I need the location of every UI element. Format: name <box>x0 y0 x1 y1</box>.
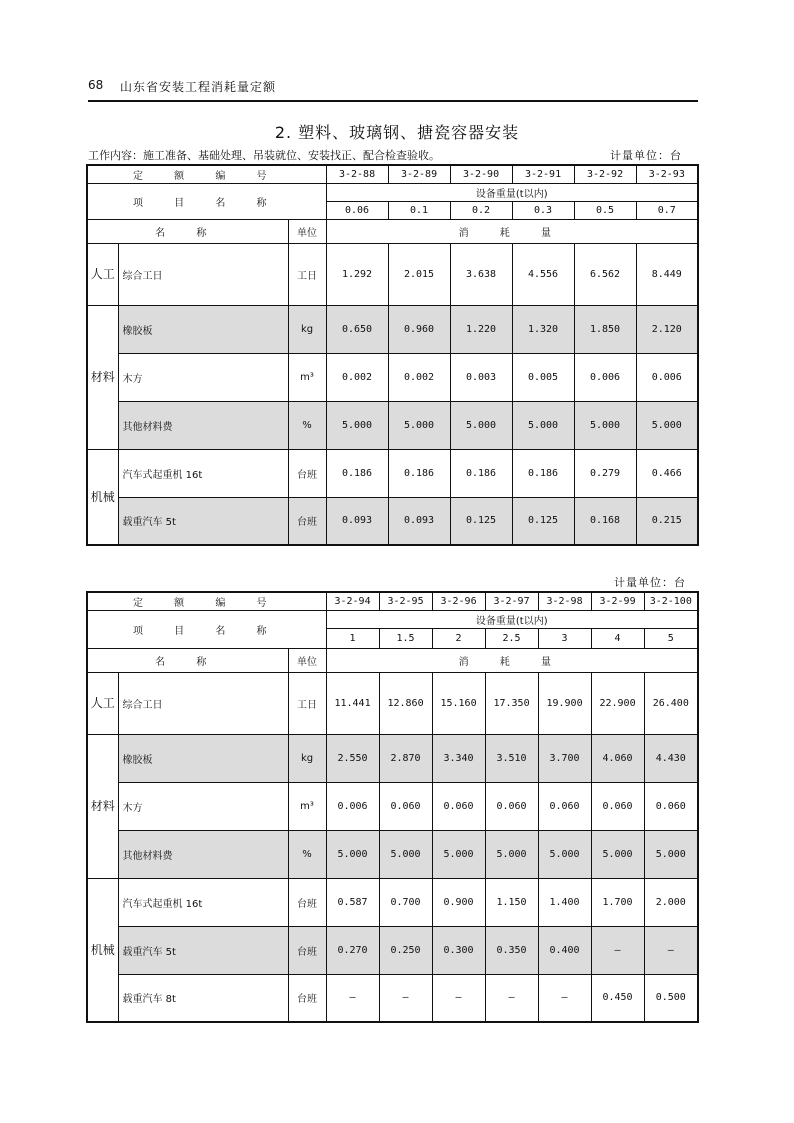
row-unit: kg <box>288 734 326 782</box>
weight-value: 0.3 <box>512 201 574 219</box>
cell-value: 26.400 <box>644 672 698 734</box>
quota-code: 3-2-94 <box>326 592 379 610</box>
row-unit: 工日 <box>288 672 326 734</box>
cell-value: — <box>538 974 591 1022</box>
row-unit: 台班 <box>288 926 326 974</box>
quota-code: 3-2-95 <box>379 592 432 610</box>
row-unit: 台班 <box>288 878 326 926</box>
unit-col-label: 单位 <box>288 219 326 243</box>
cell-value: 0.060 <box>485 782 538 830</box>
quota-code: 3-2-92 <box>574 165 636 183</box>
weight-value: 0.1 <box>388 201 450 219</box>
cell-value: 0.186 <box>512 449 574 497</box>
weight-value: 5 <box>644 628 698 648</box>
cell-value: 0.350 <box>485 926 538 974</box>
cell-value: 1.850 <box>574 305 636 353</box>
cell-value: 22.900 <box>591 672 644 734</box>
weight-value: 2 <box>432 628 485 648</box>
cell-value: 0.186 <box>388 449 450 497</box>
table-row <box>87 878 698 926</box>
quota-code: 3-2-90 <box>450 165 512 183</box>
cell-value: 6.562 <box>574 243 636 305</box>
section-title: 2. 塑料、玻璃钢、搪瓷容器安装 <box>274 123 520 142</box>
cell-value: 11.441 <box>326 672 379 734</box>
row-unit: 台班 <box>288 449 326 497</box>
cell-value: 0.186 <box>326 449 388 497</box>
row-unit: kg <box>288 305 326 353</box>
cell-value: 2.120 <box>636 305 698 353</box>
row-name: 综合工日 <box>118 672 288 734</box>
cell-value: 0.650 <box>326 305 388 353</box>
cell-value: 0.060 <box>432 782 485 830</box>
cell-value: 0.125 <box>512 497 574 545</box>
cell-value: 0.270 <box>326 926 379 974</box>
cell-value: 3.638 <box>450 243 512 305</box>
row-unit: 工日 <box>288 243 326 305</box>
cell-value: 17.350 <box>485 672 538 734</box>
cell-value: 2.015 <box>388 243 450 305</box>
row-name: 汽车式起重机 16t <box>118 878 288 926</box>
item-name-label: 项 目 名 称 <box>87 183 326 219</box>
quota-code: 3-2-91 <box>512 165 574 183</box>
cell-value: 5.000 <box>432 830 485 878</box>
cell-value: 0.300 <box>432 926 485 974</box>
cell-value: 4.430 <box>644 734 698 782</box>
row-name: 载重汽车 5t <box>118 497 288 545</box>
table-row <box>87 497 698 545</box>
cell-value: 0.168 <box>574 497 636 545</box>
cell-value: 0.279 <box>574 449 636 497</box>
cell-value: 0.060 <box>379 782 432 830</box>
weight-value: 4 <box>591 628 644 648</box>
cell-value: 19.900 <box>538 672 591 734</box>
quota-table-2 <box>86 591 699 1023</box>
cell-value: 5.000 <box>450 401 512 449</box>
table-row <box>87 926 698 974</box>
quota-table-1 <box>86 164 699 546</box>
row-name: 橡胶板 <box>118 305 288 353</box>
table-row <box>87 734 698 782</box>
cell-value: 5.000 <box>485 830 538 878</box>
unit-label: 计量单位：台 <box>610 149 682 162</box>
cell-value: 0.400 <box>538 926 591 974</box>
cell-value: 0.186 <box>450 449 512 497</box>
row-name: 木方 <box>118 782 288 830</box>
quota-code: 3-2-88 <box>326 165 388 183</box>
cell-value: 2.000 <box>644 878 698 926</box>
cell-value: 5.000 <box>326 401 388 449</box>
row-name: 综合工日 <box>118 243 288 305</box>
cell-value: 0.960 <box>388 305 450 353</box>
row-name: 橡胶板 <box>118 734 288 782</box>
cell-value: 5.000 <box>538 830 591 878</box>
quota-code: 3-2-97 <box>485 592 538 610</box>
cell-value: 0.005 <box>512 353 574 401</box>
consumption-label: 消 耗 量 <box>326 648 698 672</box>
cell-value: 5.000 <box>591 830 644 878</box>
row-unit: m³ <box>288 353 326 401</box>
weight-value: 3 <box>538 628 591 648</box>
row-unit: m³ <box>288 782 326 830</box>
cell-value: 0.006 <box>636 353 698 401</box>
cell-value: 1.150 <box>485 878 538 926</box>
cell-value: 5.000 <box>574 401 636 449</box>
cell-value: 0.093 <box>388 497 450 545</box>
cell-value: — <box>379 974 432 1022</box>
cell-value: 0.500 <box>644 974 698 1022</box>
weight-value: 0.5 <box>574 201 636 219</box>
cell-value: 2.870 <box>379 734 432 782</box>
weight-value: 0.7 <box>636 201 698 219</box>
cell-value: 0.002 <box>388 353 450 401</box>
cell-value: 0.003 <box>450 353 512 401</box>
cell-value: 0.060 <box>644 782 698 830</box>
table-row <box>87 974 698 1022</box>
cell-value: 1.400 <box>538 878 591 926</box>
name-label: 名 称 <box>87 648 288 672</box>
quota-code: 3-2-93 <box>636 165 698 183</box>
table-row <box>87 782 698 830</box>
group-labor: 人工 <box>87 243 118 305</box>
cell-value: 0.466 <box>636 449 698 497</box>
cell-value: 0.900 <box>432 878 485 926</box>
quota-code: 3-2-99 <box>591 592 644 610</box>
weight-header: 设备重量(t以内) <box>326 183 698 201</box>
cell-value: 0.060 <box>538 782 591 830</box>
cell-value: 1.220 <box>450 305 512 353</box>
cell-value: 1.700 <box>591 878 644 926</box>
cell-value: 5.000 <box>636 401 698 449</box>
row-unit: % <box>288 830 326 878</box>
row-name: 载重汽车 5t <box>118 926 288 974</box>
row-name: 载重汽车 8t <box>118 974 288 1022</box>
page-header <box>88 72 698 102</box>
quota-code-label: 定 额 编 号 <box>87 165 326 183</box>
weight-value: 0.2 <box>450 201 512 219</box>
item-name-label: 项 目 名 称 <box>87 610 326 648</box>
consumption-label: 消 耗 量 <box>326 219 698 243</box>
group-material: 材料 <box>87 734 118 878</box>
cell-value: 0.006 <box>574 353 636 401</box>
cell-value: 0.006 <box>326 782 379 830</box>
quota-code: 3-2-98 <box>538 592 591 610</box>
weight-header: 设备重量(t以内) <box>326 610 698 628</box>
quota-code: 3-2-89 <box>388 165 450 183</box>
cell-value: 0.125 <box>450 497 512 545</box>
cell-value: 5.000 <box>644 830 698 878</box>
quota-code-label: 定 额 编 号 <box>87 592 326 610</box>
table-row <box>87 401 698 449</box>
row-name: 木方 <box>118 353 288 401</box>
name-label: 名 称 <box>87 219 288 243</box>
unit-label: 计量单位：台 <box>614 576 686 589</box>
cell-value: 1.320 <box>512 305 574 353</box>
row-name: 汽车式起重机 16t <box>118 449 288 497</box>
table-row <box>87 243 698 305</box>
table-row <box>87 305 698 353</box>
book-title: 山东省安装工程消耗量定额 <box>120 80 277 94</box>
row-name: 其他材料费 <box>118 830 288 878</box>
unit-col-label: 单位 <box>288 648 326 672</box>
cell-value: 0.587 <box>326 878 379 926</box>
group-machine: 机械 <box>87 449 118 545</box>
cell-value: 3.510 <box>485 734 538 782</box>
cell-value: 1.292 <box>326 243 388 305</box>
weight-value: 2.5 <box>485 628 538 648</box>
cell-value: 0.250 <box>379 926 432 974</box>
cell-value: — <box>432 974 485 1022</box>
cell-value: 2.550 <box>326 734 379 782</box>
group-labor: 人工 <box>87 672 118 734</box>
cell-value: 3.700 <box>538 734 591 782</box>
group-machine: 机械 <box>87 878 118 1022</box>
quota-code: 3-2-100 <box>644 592 698 610</box>
row-unit: % <box>288 401 326 449</box>
cell-value: 8.449 <box>636 243 698 305</box>
work-content: 工作内容：施工准备、基础处理、吊装就位、安装找正、配合检查验收。 <box>88 149 440 162</box>
cell-value: 5.000 <box>388 401 450 449</box>
cell-value: 0.700 <box>379 878 432 926</box>
cell-value: 5.000 <box>379 830 432 878</box>
cell-value: 0.215 <box>636 497 698 545</box>
table-row <box>87 830 698 878</box>
weight-value: 1.5 <box>379 628 432 648</box>
cell-value: 5.000 <box>512 401 574 449</box>
cell-value: — <box>591 926 644 974</box>
cell-value: 5.000 <box>326 830 379 878</box>
quota-code: 3-2-96 <box>432 592 485 610</box>
cell-value: 15.160 <box>432 672 485 734</box>
table-row <box>87 353 698 401</box>
cell-value: 4.060 <box>591 734 644 782</box>
cell-value: 4.556 <box>512 243 574 305</box>
cell-value: 0.093 <box>326 497 388 545</box>
table-row <box>87 449 698 497</box>
page-number: 68 <box>88 78 104 92</box>
weight-value: 0.06 <box>326 201 388 219</box>
group-material: 材料 <box>87 305 118 449</box>
row-unit: 台班 <box>288 497 326 545</box>
cell-value: — <box>644 926 698 974</box>
cell-value: 3.340 <box>432 734 485 782</box>
cell-value: 0.060 <box>591 782 644 830</box>
cell-value: 0.450 <box>591 974 644 1022</box>
row-unit: 台班 <box>288 974 326 1022</box>
cell-value: — <box>485 974 538 1022</box>
cell-value: 0.002 <box>326 353 388 401</box>
table-row <box>87 672 698 734</box>
row-name: 其他材料费 <box>118 401 288 449</box>
weight-value: 1 <box>326 628 379 648</box>
cell-value: — <box>326 974 379 1022</box>
cell-value: 12.860 <box>379 672 432 734</box>
